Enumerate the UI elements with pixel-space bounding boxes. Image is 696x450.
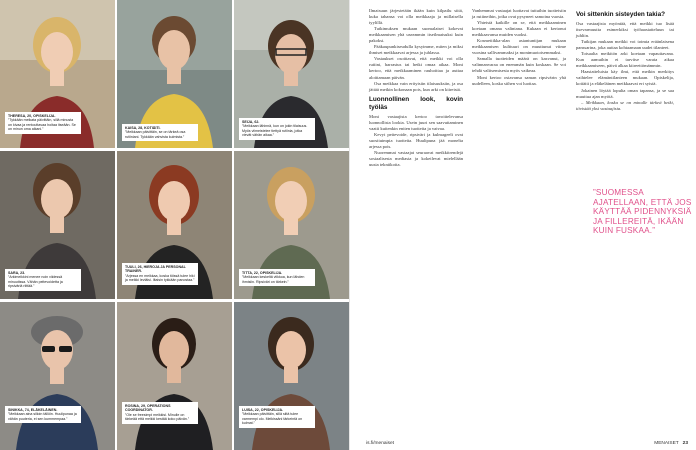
page-number: 23 <box>682 441 688 446</box>
portrait-caption <box>5 112 81 134</box>
portrait-caption <box>122 263 198 285</box>
portrait-caption <box>5 269 81 291</box>
footer-right <box>654 441 688 446</box>
subheading: Luonnollinen look, kovin työläs <box>369 95 463 111</box>
article-column-3 <box>576 8 674 112</box>
person-quote: ”Tykkään meikata päivittäin, sillä minusta on kivaa ja rentouttavaa hoitaa itseään. Se on minun oma aikani.” <box>8 118 76 132</box>
footer-url: is.fi/menaiset <box>366 441 394 446</box>
portrait-caption <box>239 269 315 286</box>
article-paragraph: Tutkimuksen mukaan suomalaiset kokevat meikkaamisen yhä useammin itseilmaisuksi kuin pakoksi. <box>369 26 463 44</box>
person-quote: ”Meikkaan lähinnä, kun on jokin tilaisuus. Myös viimeistelee tiettyä rutiinia, jotka vievät vähän aikaa.” <box>242 124 308 138</box>
portrait-caption <box>122 402 198 424</box>
article-paragraph: Samalla tuotteiden määrä on kasvanut, ja valinnanvaraa on enemmän kuin koskaan. Se voi tehdä valitsemisesta myös vaikeaa. <box>472 56 566 74</box>
article-paragraph: Kosmetiikka-alan asiantuntijan mukaan meikkaamisen kulttuuri on muuttunut viime vuosina sallivammaksi ja monimuotoisemmaksi. <box>472 38 566 56</box>
person-name: SEIJA, 62. <box>242 120 260 124</box>
person-quote: ”Arjessa en meikkaa, koska töissä tulee hiki ja meikki leviäisi. Iltaisin tykkään panostaa.” <box>125 273 195 283</box>
article-paragraph: Vanhemmat vastaajat luottavat tuttuihin tuotteisiin ja rutiineihin, jotka ovat pysyneet samoina vuosia. <box>472 8 566 20</box>
portrait-caption <box>122 124 198 141</box>
portrait-caption <box>239 118 315 140</box>
portrait-photo <box>234 0 349 148</box>
article-paragraph: Moni vastaajista kertoo tavoittelevansa luonnollista lookia. Usein juuri sen saavuttaminen vaatii kuitenkin eniten tuotteita ja vaivaa. <box>369 113 463 131</box>
article-paragraph: Osa vastaajista myöntää, että meikki tuo lisää itsevarmuutta esimerkiksi työhaastatteluun tai juhliin. <box>576 21 674 39</box>
portrait-photo <box>234 302 349 450</box>
portrait-caption <box>5 406 81 423</box>
pull-quote: ”SUOMESSA AJATELLAAN, ETTÄ JOS KÄYTTÄÄ PIDENNYKSIÄ JA FILLEREITÄ, IKÄÄN KUIN FUSKAA.” <box>593 188 692 236</box>
page-gutter <box>349 0 350 450</box>
article-paragraph: – Meikkaan, koska se on minulle tärkeä hetki, tiivistää yksi vastaajista. <box>576 99 674 111</box>
article-paragraph: Kevyt peitevoide, ripsiväri ja kulmageeli ovat suosituimpia tuotteita. Huulipuna jää monelta arjessa pois. <box>369 131 463 149</box>
portrait-photo <box>0 0 115 148</box>
person-quote: ”Meikkaan keskeltä viikkoa, kun lähden ihmisiin. Ripsiväri on tärkein.” <box>242 275 305 284</box>
portrait-illustration <box>0 302 115 450</box>
person-name: TUULI, 26, HIEROJA JA PERSONAL TRAINER. <box>125 265 186 274</box>
person-name: ROSINA, 29, OPERATIONS COORDINATOR. <box>125 404 171 413</box>
portrait-illustration <box>234 302 349 450</box>
portrait-photo <box>234 151 349 299</box>
person-quote: ”Meikkaan päivittäin, sillä siitä tulee varmempi olo. Meikissäni tärkeintä on kulmat.” <box>242 412 303 426</box>
person-quote: ”Ole se freesimpi meikkisi. Minulle on tärkeää että meikki kestää koko päivän.” <box>125 412 190 422</box>
article-paragraph: Moni kertoo ostavansa saman ripsivärin yhä uudelleen, koska siihen voi luottaa. <box>472 74 566 86</box>
portrait-photo <box>117 151 232 299</box>
subheading: Voi sittenkin sisteyden takia? <box>576 11 666 18</box>
article-column-2 <box>472 8 566 87</box>
person-quote: ”Arkimeikkini menee noin viidessä minuutissa. Vähän peitevoidetta ja ripsiväriä riittää.” <box>8 275 63 289</box>
article-paragraph: Tutkijan mukaan meikki voi toimia eräänlaisena panssarina, joka auttaa kohtaamaan uudet tilanteet. <box>576 39 674 51</box>
person-name: SINIKKA, 74, ELÄKELÄINEN. <box>8 408 58 412</box>
person-name: THERESA, 20, OPISKELIJA. <box>8 114 56 118</box>
article-paragraph: Osa meikkaa vain erityisiin tilaisuuksiin, ja osa jättää meikin kokonaan pois, kun arki on kiireistä. <box>369 80 463 92</box>
person-quote: ”Meikkaan aina silloin tällöin. Huulipunaa ja vähän puuteria, ei sen kummempaa.” <box>8 412 77 421</box>
article-paragraph: Pääkaupunkiseudulla kysyimme, miten ja miksi ihmiset meikkaavat arjessa ja juhlassa. <box>369 44 463 56</box>
person-name: SARA, 23. <box>8 271 26 275</box>
article-paragraph: Haastatteluista käy ilmi, että meikin merkitys vaihtelee elämäntilanteen mukaan. Opiskelija, kotiäiti ja eläkeläinen meikkaavat eri syistä. <box>576 69 674 87</box>
article-paragraph: Toisaalta meikitön arki koetaan vapauttavana. Kun aamuihin ei tarvitse varata aikaa meikkaamiseen, päivä alkaa kiireettömämmin. <box>576 51 674 69</box>
portrait-photo <box>0 302 115 450</box>
magazine-name: MENAISET <box>654 441 679 446</box>
person-quote: ”Meikkaan päivittäin, se on tärkeä osa rutiiniani. Tykkään vahvista kulmista.” <box>125 130 186 139</box>
portrait-photo <box>0 151 115 299</box>
person-name: LUISA, 22, OPISKELIJA. <box>242 408 284 412</box>
article-paragraph: Ilmaisuun järjestetään ikään kuin kilpailu siitä, kuka tahansa voi olla meikkaaja ja millaisella tyylillä. <box>369 8 463 26</box>
article-paragraph: Nuoremmat vastaajat seuraavat meikkitrendejä sosiaalisesta mediasta ja kokeilevat mielellään uusia tekniikoita. <box>369 149 463 168</box>
article-paragraph: Jokainen löytää lopulta oman tapansa, ja se saa muuttua ajan myötä. <box>576 87 674 99</box>
person-name: TITTA, 22, OPISKELIJA. <box>242 271 283 275</box>
portrait-photo <box>117 0 232 148</box>
article-paragraph: Vastaukset osoittavat, että meikki voi olla rutiini, harrastus tai hetki omaa aikaa. Moni kertoo, että meikkaaminen rauhoittaa ja auttaa aloittamaan päivän. <box>369 56 463 80</box>
portrait-photo <box>117 302 232 450</box>
person-name: KAISA, 28, KOTIÄITI. <box>125 126 161 130</box>
portrait-illustration <box>117 302 232 450</box>
article-paragraph: Yhteistä kaikille on se, että meikkaaminen koetaan omana valintana. Kukaan ei kertonut meikkaavansa muiden vuoksi. <box>472 20 566 38</box>
article-column-1 <box>369 8 463 168</box>
portrait-caption <box>239 406 315 428</box>
